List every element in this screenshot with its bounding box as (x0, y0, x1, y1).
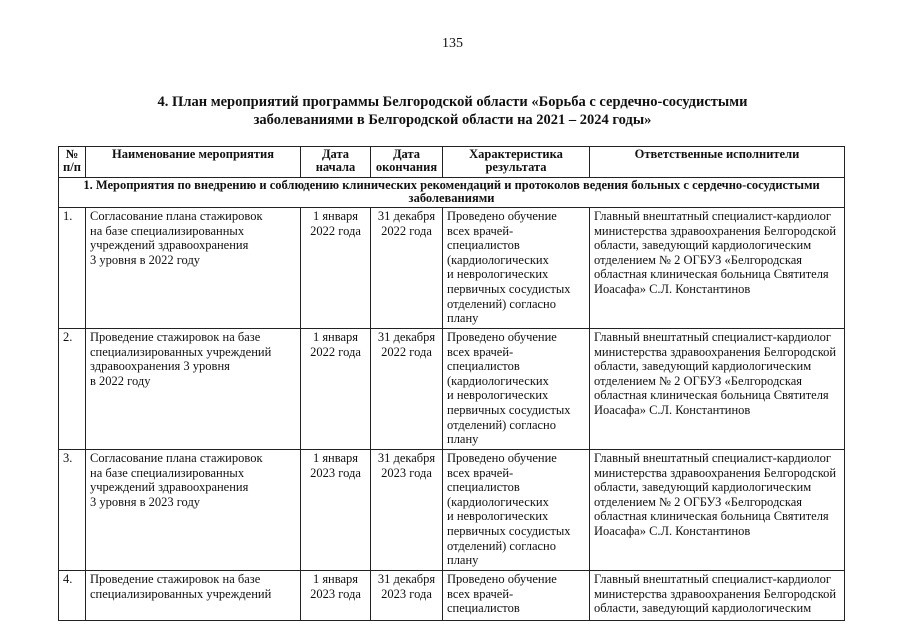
row-activity-name-line: Согласование плана стажировок (90, 209, 263, 223)
header-result-line: Характеристика (469, 147, 563, 161)
header-number-line: № (65, 147, 79, 161)
row-result-line: Проведено обучение (447, 572, 557, 586)
header-start-line: Дата (321, 147, 350, 161)
row-activity-name-line: в 2022 году (90, 373, 151, 388)
row-responsible-line: Главный внештатный специалист-кардиолог (594, 209, 832, 223)
row-activity-name-line: на базе специализированных (90, 223, 245, 238)
row-result-line: первичных сосудистых (447, 523, 571, 538)
document-title-line-2: заболеваниями в Белгородской области на 2021 – 2024 годы» (253, 112, 652, 128)
row-end-date-line: 31 декабря (377, 330, 436, 344)
section-heading-line: заболеваниями (408, 191, 495, 205)
row-end-date (371, 208, 443, 329)
header-number (59, 147, 86, 178)
row-number: 3. (59, 450, 86, 571)
header-end-line: Дата (392, 147, 421, 161)
row-number: 4. (59, 571, 86, 621)
row-result-line: отделений) согласно (447, 296, 556, 311)
table-row (59, 571, 845, 621)
row-activity-name-line: 3 уровня в 2022 году (90, 252, 201, 267)
row-number: 1. (59, 208, 86, 329)
row-start-date (301, 571, 371, 621)
row-start-date-line: 2023 года (310, 465, 361, 480)
row-result-line: отделений) согласно (447, 417, 556, 432)
row-result (443, 329, 590, 450)
row-end-date-line: 2023 года (381, 586, 432, 601)
row-responsible-line: министерства здравоохранения Белгородской (594, 465, 837, 480)
row-result-line: специалистов (447, 480, 520, 495)
row-responsible-line: отделением № 2 ОГБУЗ «Белгородская (594, 252, 803, 267)
row-responsible-line: Иоасафа» С.Л. Константинов (594, 402, 751, 417)
row-activity-name-line: здравоохранения 3 уровня (90, 359, 230, 374)
row-start-date-line: 2022 года (310, 223, 361, 238)
header-start-date (301, 147, 371, 178)
plan-table (58, 146, 845, 621)
row-start-date-line: 2022 года (310, 344, 361, 359)
row-responsible-line: Иоасафа» С.Л. Константинов (594, 281, 751, 296)
row-responsible-line: области, заведующий кардиологическим (594, 359, 812, 374)
row-end-date-line: 2022 года (381, 344, 432, 359)
row-start-date-line: 1 января (312, 330, 359, 344)
row-result-line: всех врачей- (447, 223, 514, 238)
row-responsible (590, 571, 845, 621)
row-start-date-line: 1 января (312, 572, 359, 586)
row-responsible-line: области, заведующий кардиологическим (594, 601, 812, 616)
row-result-line: первичных сосудистых (447, 402, 571, 417)
row-start-date (301, 450, 371, 571)
row-activity-name-line: 3 уровня в 2023 году (90, 494, 201, 509)
row-start-date (301, 329, 371, 450)
table-row (59, 329, 845, 450)
row-result-line: первичных сосудистых (447, 281, 571, 296)
row-result-line: и неврологических (447, 509, 549, 524)
row-result-line: Проведено обучение (447, 330, 557, 344)
row-result-line: плану (447, 432, 479, 447)
row-result (443, 450, 590, 571)
row-result-line: специалистов (447, 601, 520, 616)
row-activity-name-line: Согласование плана стажировок (90, 451, 263, 465)
table-row (59, 208, 845, 329)
row-activity-name (86, 329, 301, 450)
row-result-line: Проведено обучение (447, 451, 557, 465)
row-activity-name-line: специализированных учреждений (90, 344, 272, 359)
row-activity-name-line: специализированных учреждений (90, 586, 272, 601)
row-result-line: Проведено обучение (447, 209, 557, 223)
row-responsible-line: области, заведующий кардиологическим (594, 238, 812, 253)
row-responsible-line: области, заведующий кардиологическим (594, 480, 812, 495)
row-result-line: всех врачей- (447, 586, 514, 601)
header-number-line: п/п (63, 160, 81, 174)
row-result (443, 571, 590, 621)
row-responsible-line: министерства здравоохранения Белгородской (594, 586, 837, 601)
row-activity-name-line: Проведение стажировок на базе (90, 330, 261, 344)
row-responsible-line: областная клиническая больница Святителя (594, 388, 829, 403)
header-start-line: начала (315, 160, 356, 174)
row-responsible-line: Главный внештатный специалист-кардиолог (594, 451, 832, 465)
row-responsible-line: Главный внештатный специалист-кардиолог (594, 572, 832, 586)
row-activity-name-line: учреждений здравоохранения (90, 480, 249, 495)
page-number: 135 (442, 36, 463, 51)
row-activity-name (86, 208, 301, 329)
row-end-date-line: 31 декабря (377, 209, 436, 223)
section-heading (59, 178, 845, 208)
document-title (60, 93, 845, 129)
row-responsible-line: областная клиническая больница Святителя (594, 509, 829, 524)
header-end-line: окончания (375, 160, 438, 174)
table-row (59, 450, 845, 571)
table-header-row (59, 147, 845, 178)
row-activity-name-line: на базе специализированных (90, 465, 245, 480)
row-responsible-line: Иоасафа» С.Л. Константинов (594, 523, 751, 538)
row-activity-name-line: учреждений здравоохранения (90, 238, 249, 253)
row-result-line: всех врачей- (447, 465, 514, 480)
header-name: Наименование мероприятия (86, 147, 301, 178)
row-activity-name-line: Проведение стажировок на базе (90, 572, 261, 586)
row-start-date (301, 208, 371, 329)
row-activity-name (86, 450, 301, 571)
row-result-line: всех врачей- (447, 344, 514, 359)
row-responsible-line: областная клиническая больница Святителя (594, 267, 829, 282)
row-result (443, 208, 590, 329)
row-responsible-line: отделением № 2 ОГБУЗ «Белгородская (594, 373, 803, 388)
row-responsible-line: отделением № 2 ОГБУЗ «Белгородская (594, 494, 803, 509)
row-end-date (371, 450, 443, 571)
row-responsible (590, 450, 845, 571)
row-number: 2. (59, 329, 86, 450)
row-end-date (371, 571, 443, 621)
row-result-line: (кардиологических (447, 373, 549, 388)
row-activity-name (86, 571, 301, 621)
row-result-line: и неврологических (447, 388, 549, 403)
row-result-line: и неврологических (447, 267, 549, 282)
header-responsible: Ответственные исполнители (590, 147, 845, 178)
document-title-line-1: 4. План мероприятий программы Белгородской области «Борьба с сердечно-сосудистыми (157, 94, 748, 110)
header-end-date (371, 147, 443, 178)
row-result-line: специалистов (447, 359, 520, 374)
row-result-line: (кардиологических (447, 494, 549, 509)
header-result-line: результата (485, 160, 547, 174)
row-result-line: отделений) согласно (447, 538, 556, 553)
row-end-date (371, 329, 443, 450)
row-responsible-line: Главный внештатный специалист-кардиолог (594, 330, 832, 344)
section-heading-line: 1. Мероприятия по внедрению и соблюдению клинических рекомендаций и протоколов ведения больных с сердечно-сосудистыми (83, 178, 820, 192)
row-start-date-line: 1 января (312, 451, 359, 465)
row-result-line: плану (447, 553, 479, 568)
row-start-date-line: 2023 года (310, 586, 361, 601)
section-row (59, 178, 845, 208)
row-end-date-line: 31 декабря (377, 451, 436, 465)
row-responsible-line: министерства здравоохранения Белгородской (594, 223, 837, 238)
table-rows (59, 208, 845, 621)
row-responsible (590, 208, 845, 329)
header-result (443, 147, 590, 178)
row-responsible (590, 329, 845, 450)
row-result-line: специалистов (447, 238, 520, 253)
row-end-date-line: 2022 года (381, 223, 432, 238)
row-end-date-line: 31 декабря (377, 572, 436, 586)
row-result-line: плану (447, 311, 479, 326)
row-responsible-line: министерства здравоохранения Белгородской (594, 344, 837, 359)
row-end-date-line: 2023 года (381, 465, 432, 480)
row-start-date-line: 1 января (312, 209, 359, 223)
row-result-line: (кардиологических (447, 252, 549, 267)
